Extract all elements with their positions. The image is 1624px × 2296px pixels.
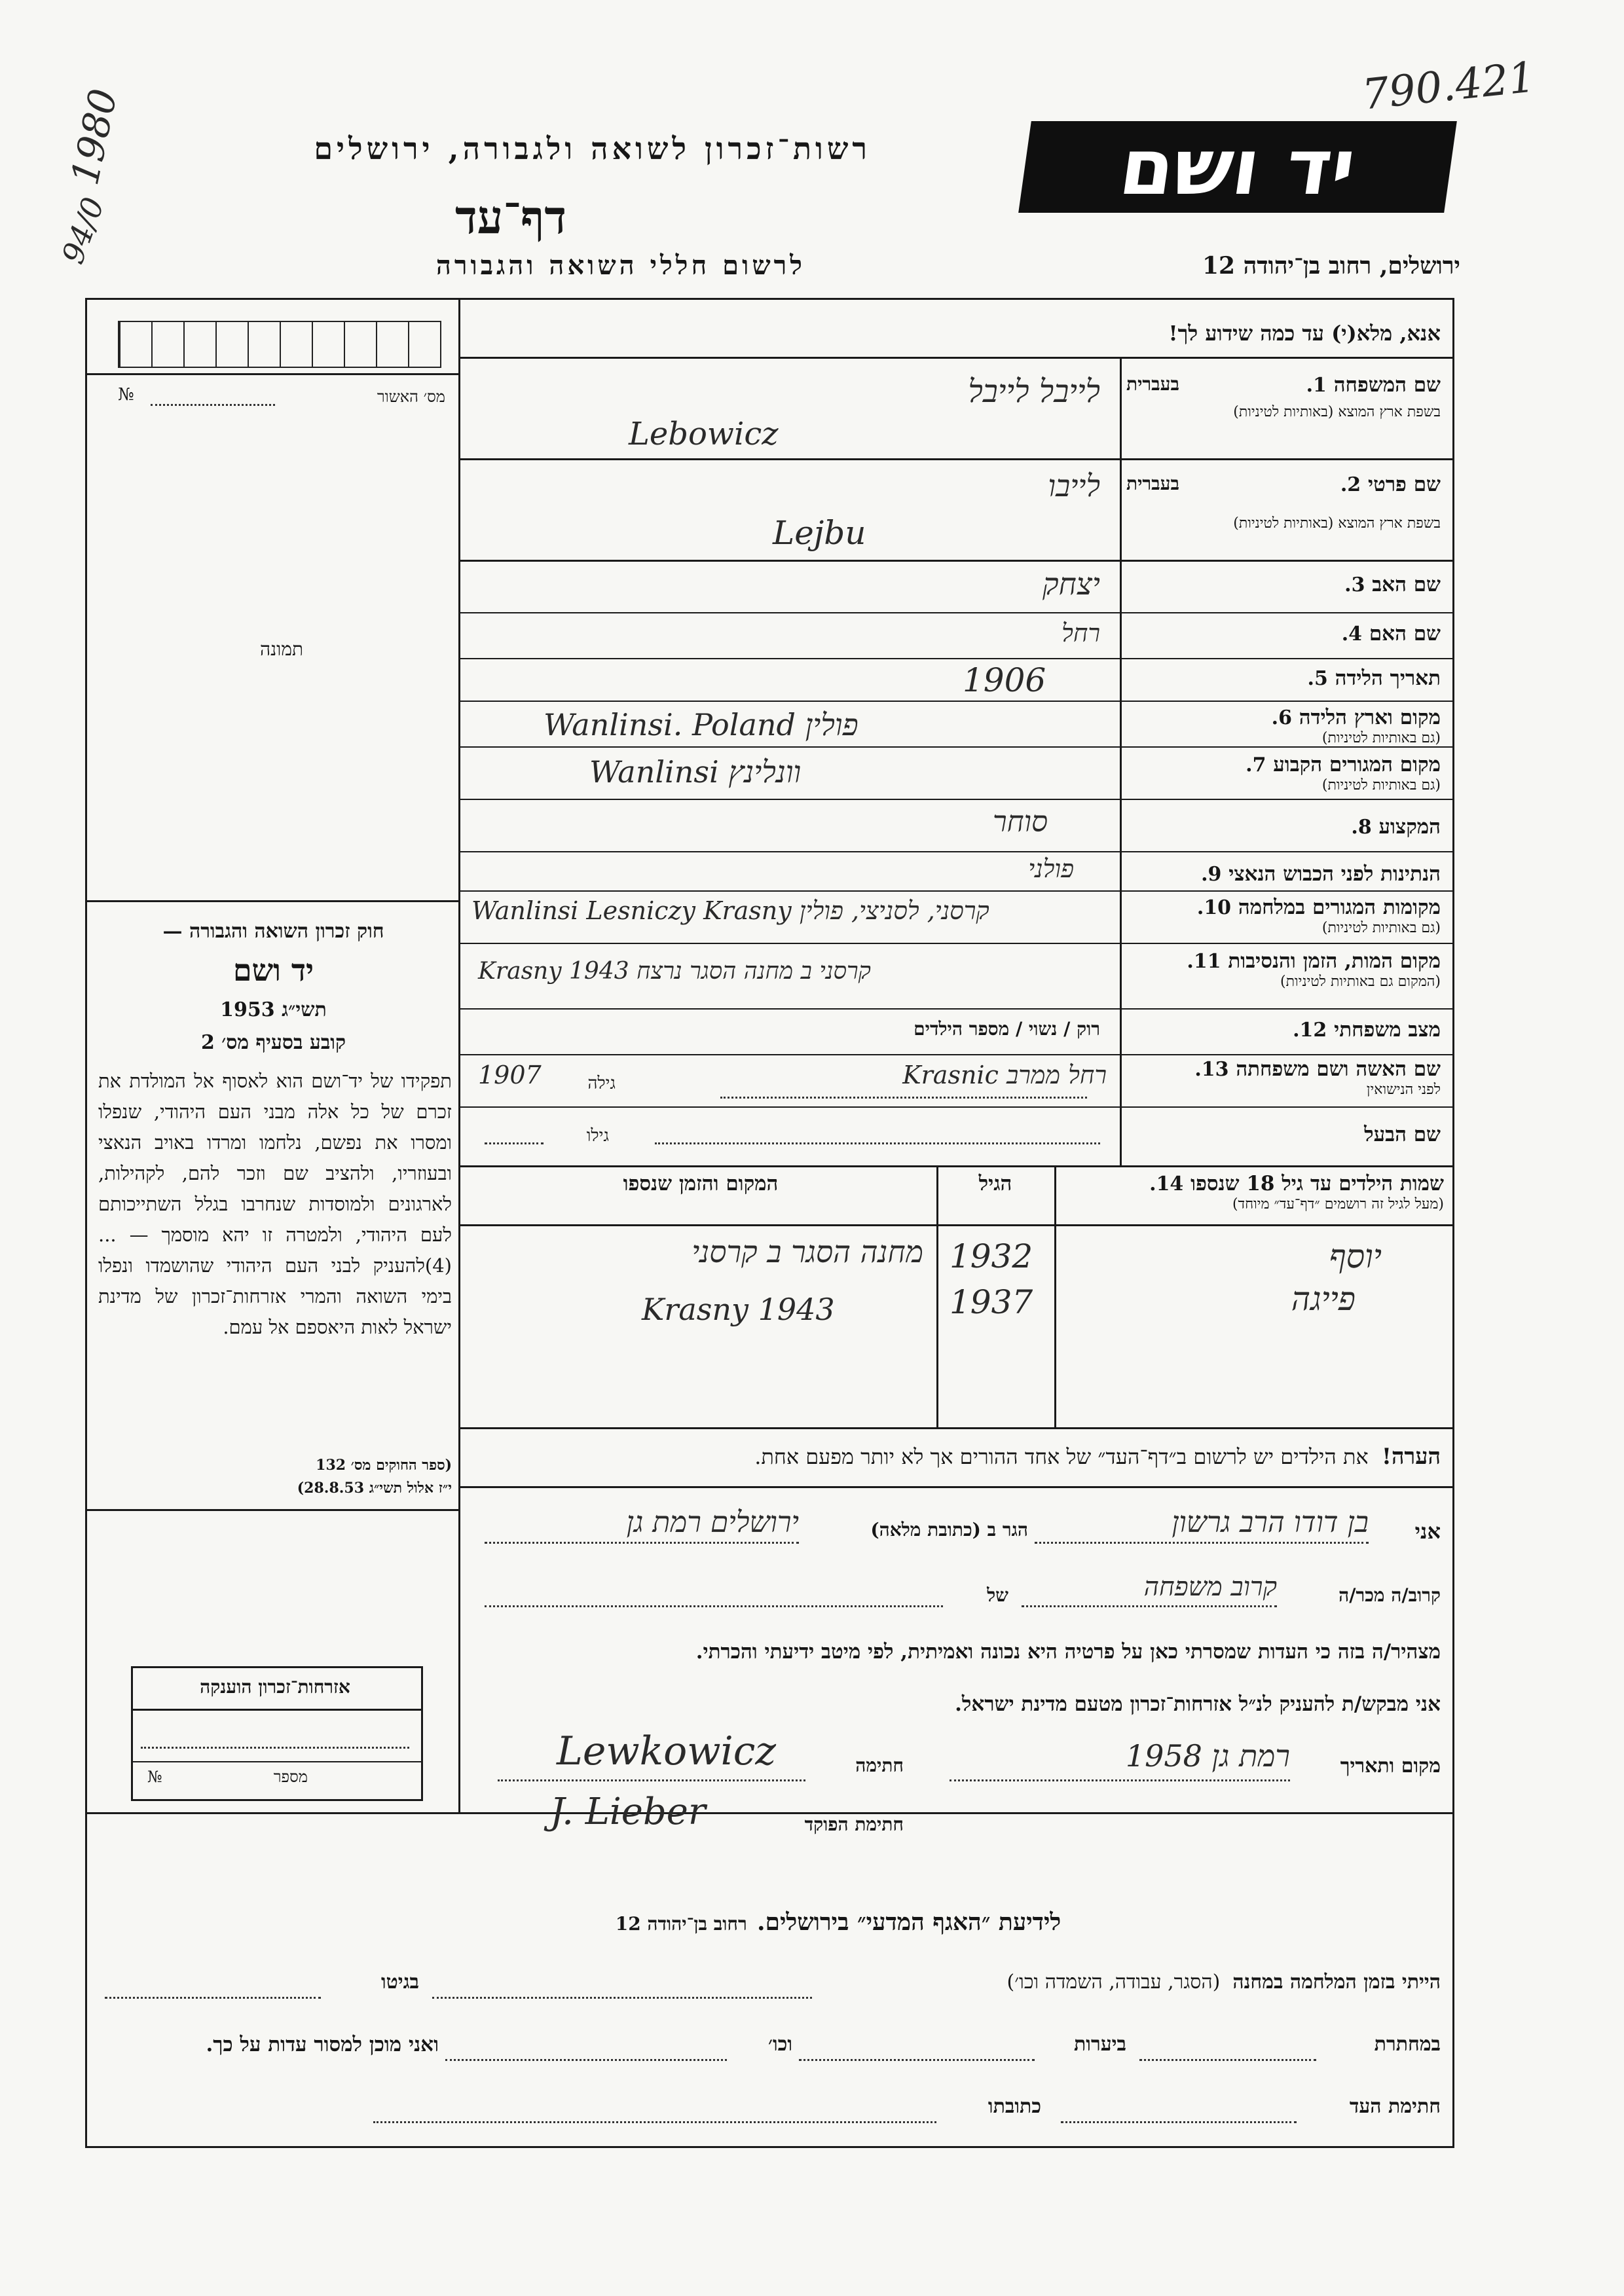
declarant-address-label: הגר ב (כתובת מלאה): [870, 1519, 1028, 1540]
child-1-age[interactable]: 1932: [950, 1237, 1033, 1275]
declarant-name[interactable]: בן דודו הרב גרשון: [1172, 1506, 1369, 1539]
declarant-address[interactable]: ירושלים רמת גן: [626, 1506, 799, 1539]
law-year: תשי״ג 1953: [220, 998, 327, 1021]
place-date-label: מקום ותאריך: [1340, 1755, 1441, 1777]
field-8-value[interactable]: סוחר: [993, 805, 1048, 839]
field-9-label: הנתינות לפני הכבוש הנאצי 9.: [1201, 862, 1441, 886]
field-2-value-lat[interactable]: Lejbu: [773, 514, 866, 552]
file-number: 790.421: [1359, 53, 1538, 120]
citizenship-number-mark: №: [147, 1768, 162, 1786]
signature-value[interactable]: Lewkowicz: [557, 1728, 776, 1774]
field-12-value[interactable]: רוק / נשוי / מספר הילדים: [913, 1018, 1100, 1040]
field-5-label: תאריך הלידה 5.: [1307, 666, 1441, 690]
field-7-value[interactable]: Wanlinsi וונלינץ: [589, 754, 802, 790]
citizenship-title: אזרחות־זכרון הוענקה: [200, 1676, 350, 1698]
note-label: הערה!: [1382, 1444, 1441, 1470]
intro-text: אנא, מלא(י) עד כמה שידוע לך!: [1168, 321, 1441, 346]
header-address: ירושלים, רחוב בן־יהודה 12: [1202, 252, 1460, 280]
info-line-1: הייתי בזמן המלחמה במחנה (הסגר, עבודה, השמדה וכו׳): [1006, 1971, 1441, 1994]
field-6-value[interactable]: Wanlinsi. Poland פולין: [544, 707, 858, 742]
info-witness-sig-label: חתימת העד: [1349, 2095, 1441, 2118]
info-forests-label: ביערות: [1073, 2033, 1126, 2056]
field-1-value-lat[interactable]: Lebowicz: [629, 416, 779, 452]
stamp-sub: 94/0: [54, 192, 111, 268]
field-8-label: המקצוע 8.: [1351, 815, 1441, 839]
info-underground-label: במחתרת: [1374, 2033, 1441, 2056]
officer-label: חתימת הפוקד: [804, 1813, 904, 1835]
husband-label: שם הבעל: [1364, 1123, 1441, 1146]
info-witness-address-label: כתובתו: [987, 2095, 1041, 2118]
of-label: של: [987, 1584, 1008, 1606]
request-text: אני מבקש/ת להעניק לנ״ל אזרחות־זכרון מטעם מדינת ישראל.: [955, 1692, 1441, 1716]
relation-value[interactable]: קרוב משפחה: [1143, 1572, 1277, 1602]
field-11: מקום המות, הזמן והנסיבות 11. (המקום גם באותיות לטיניות): [1187, 949, 1441, 990]
field-13-age-label: גילה: [587, 1074, 616, 1093]
note: [471, 1444, 1441, 1470]
stamp-date: 1980: [62, 84, 126, 189]
field-1: שם המשפחה 1. בעברית בשפת ארץ המוצא (באותיות לטיניות): [1126, 373, 1441, 420]
law-ref2: י״ז אלול תשי״ג 28.8.53): [297, 1480, 452, 1497]
photo-label: תמונה: [259, 638, 304, 660]
field-13-value[interactable]: רחל ממרב Krasnic: [902, 1061, 1107, 1089]
law-title: חוק זכרון השואה והגבורה —: [162, 920, 384, 943]
citizenship-number-label: מספר: [273, 1768, 308, 1786]
signature-label: חתימה: [855, 1755, 904, 1776]
field-7: מקום המגורים הקבוע 7. (גם באותיות לטיניות): [1246, 753, 1441, 793]
law-ref1: (ספר החוקים מס׳ 132: [316, 1457, 452, 1474]
field-10: מקומות המגורים במלחמה 10. (גם באותיות לטיניות): [1196, 896, 1441, 936]
field-4-value[interactable]: רחל: [1061, 619, 1100, 647]
yad-vashem-logo: יד ושם: [1018, 121, 1457, 213]
law-clause: קובע בסעיף מס׳ 2: [200, 1031, 346, 1054]
field-2-value-heb[interactable]: לייבו: [1048, 468, 1100, 503]
relation-label: קרוב/ה מכר/ה: [1338, 1584, 1441, 1606]
form-title: דף־עד: [454, 190, 566, 244]
field-11-value[interactable]: Krasny 1943 קרסני ב מחנה הסגר נרצח: [478, 958, 871, 985]
info-title-row: [458, 1908, 1218, 1936]
info-testimony-text: ואני מוכן למסור עדות על כך.: [206, 2033, 439, 2056]
children-col-age: הגיל: [978, 1172, 1012, 1195]
husband-age-label: גילו: [586, 1126, 609, 1146]
officer-value[interactable]: J. Lieber: [550, 1791, 706, 1833]
field-1-value-heb[interactable]: לייבל לייבל: [968, 373, 1100, 410]
tally-boxes: [118, 321, 441, 368]
approval-no-mark: №: [118, 385, 134, 405]
child-1-name[interactable]: יוסף: [1329, 1237, 1382, 1275]
field-3-value[interactable]: יצחק: [1042, 566, 1100, 602]
declare-text: מצהיר/ה בזה כי העדות שמסרתי כאן על פרטיה היא נכונה ואמיתית, לפי מיטב ידיעתי והכרתי.: [695, 1640, 1441, 1664]
field-3-label: שם האב 3.: [1344, 573, 1441, 596]
field-5-value[interactable]: 1906: [963, 661, 1046, 699]
field-2: שם פרטי 2. בעברית בשפת ארץ המוצא (באותיות לטיניות): [1126, 473, 1441, 532]
org-name: רשות־זכרון לשואה ולגבורה, ירושלים: [314, 131, 871, 166]
approval-label: מס׳ האשור: [377, 388, 445, 406]
field-9-value[interactable]: פולני: [1028, 854, 1074, 883]
form-subtitle: לרשום חללי השואה והגבורה: [435, 250, 805, 281]
field-10-value[interactable]: Wanlinsi Lesniczy Krasny קרסני, לסניצי, פולין: [471, 896, 989, 925]
field-6: מקום וארץ הלידה 6. (גם באותיות לטיניות): [1271, 706, 1441, 746]
child-2-name[interactable]: פייגה: [1291, 1280, 1356, 1318]
child-2-place[interactable]: Krasny 1943: [642, 1292, 835, 1327]
field-1-label: שם המשפחה: [1333, 373, 1441, 397]
place-date-value[interactable]: רמת גן 1958: [1125, 1738, 1290, 1774]
law-name: יד ושם: [232, 953, 314, 988]
info-etc-label: וכו׳: [768, 2033, 792, 2056]
field-4-label: שם האם 4.: [1341, 622, 1441, 646]
child-2-age[interactable]: 1937: [950, 1283, 1033, 1321]
declarant-i-label: אני: [1414, 1519, 1441, 1544]
info-ghetto-label: בגיטו: [380, 1971, 419, 1994]
info-title: לידיעת ״האגף המדעי״ בירושלים.: [756, 1908, 1061, 1936]
children-col-place: המקום והזמן שנספו: [623, 1172, 779, 1195]
field-13: שם האשה ושם משפחתה 13. לפני הנישואין: [1194, 1057, 1441, 1098]
note-text: את הילדים יש לרשום ב״דף־העד״ של אחד ההורים אך לא יותר מפעם אחת.: [754, 1444, 1369, 1469]
child-1-place[interactable]: מחנה הסגר ב קרסני: [692, 1234, 923, 1269]
law-text: תפקידו של יד־ושם הוא לאסוף אל המולדת את זכרם של כל אלה מבני העם היהודי, שנפלו ומסרו את נפשם, נלחמו ומרדו באויב הנאצי ובעוזריו, ולהציב שם וזכר להם, לקהילות, לארגונים ולמוסדות שנחרבו בגלל השתייכותם לעם היהודי, ולמטרה זו יהא מוסמך — ...(4)להעניק לבני העם היהודי שהושמדו ונפלו בימי השואה והמרי אזרחות־זכרון של מדינת ישראל לאות היאספם אל עמם.: [98, 1070, 452, 1338]
field-13-age-value[interactable]: 1907: [478, 1061, 542, 1089]
field-12-label: מצב משפחתי 12.: [1293, 1018, 1441, 1042]
info-address: רחוב בן־יהודה 12: [615, 1913, 747, 1935]
children-header: שמות הילדים עד גיל 18 שנספו 14. (מעל לגיל זה רושמים ״דף־עד״ מיוחד): [1149, 1172, 1444, 1212]
field-2-label: שם פרטי: [1367, 473, 1441, 496]
